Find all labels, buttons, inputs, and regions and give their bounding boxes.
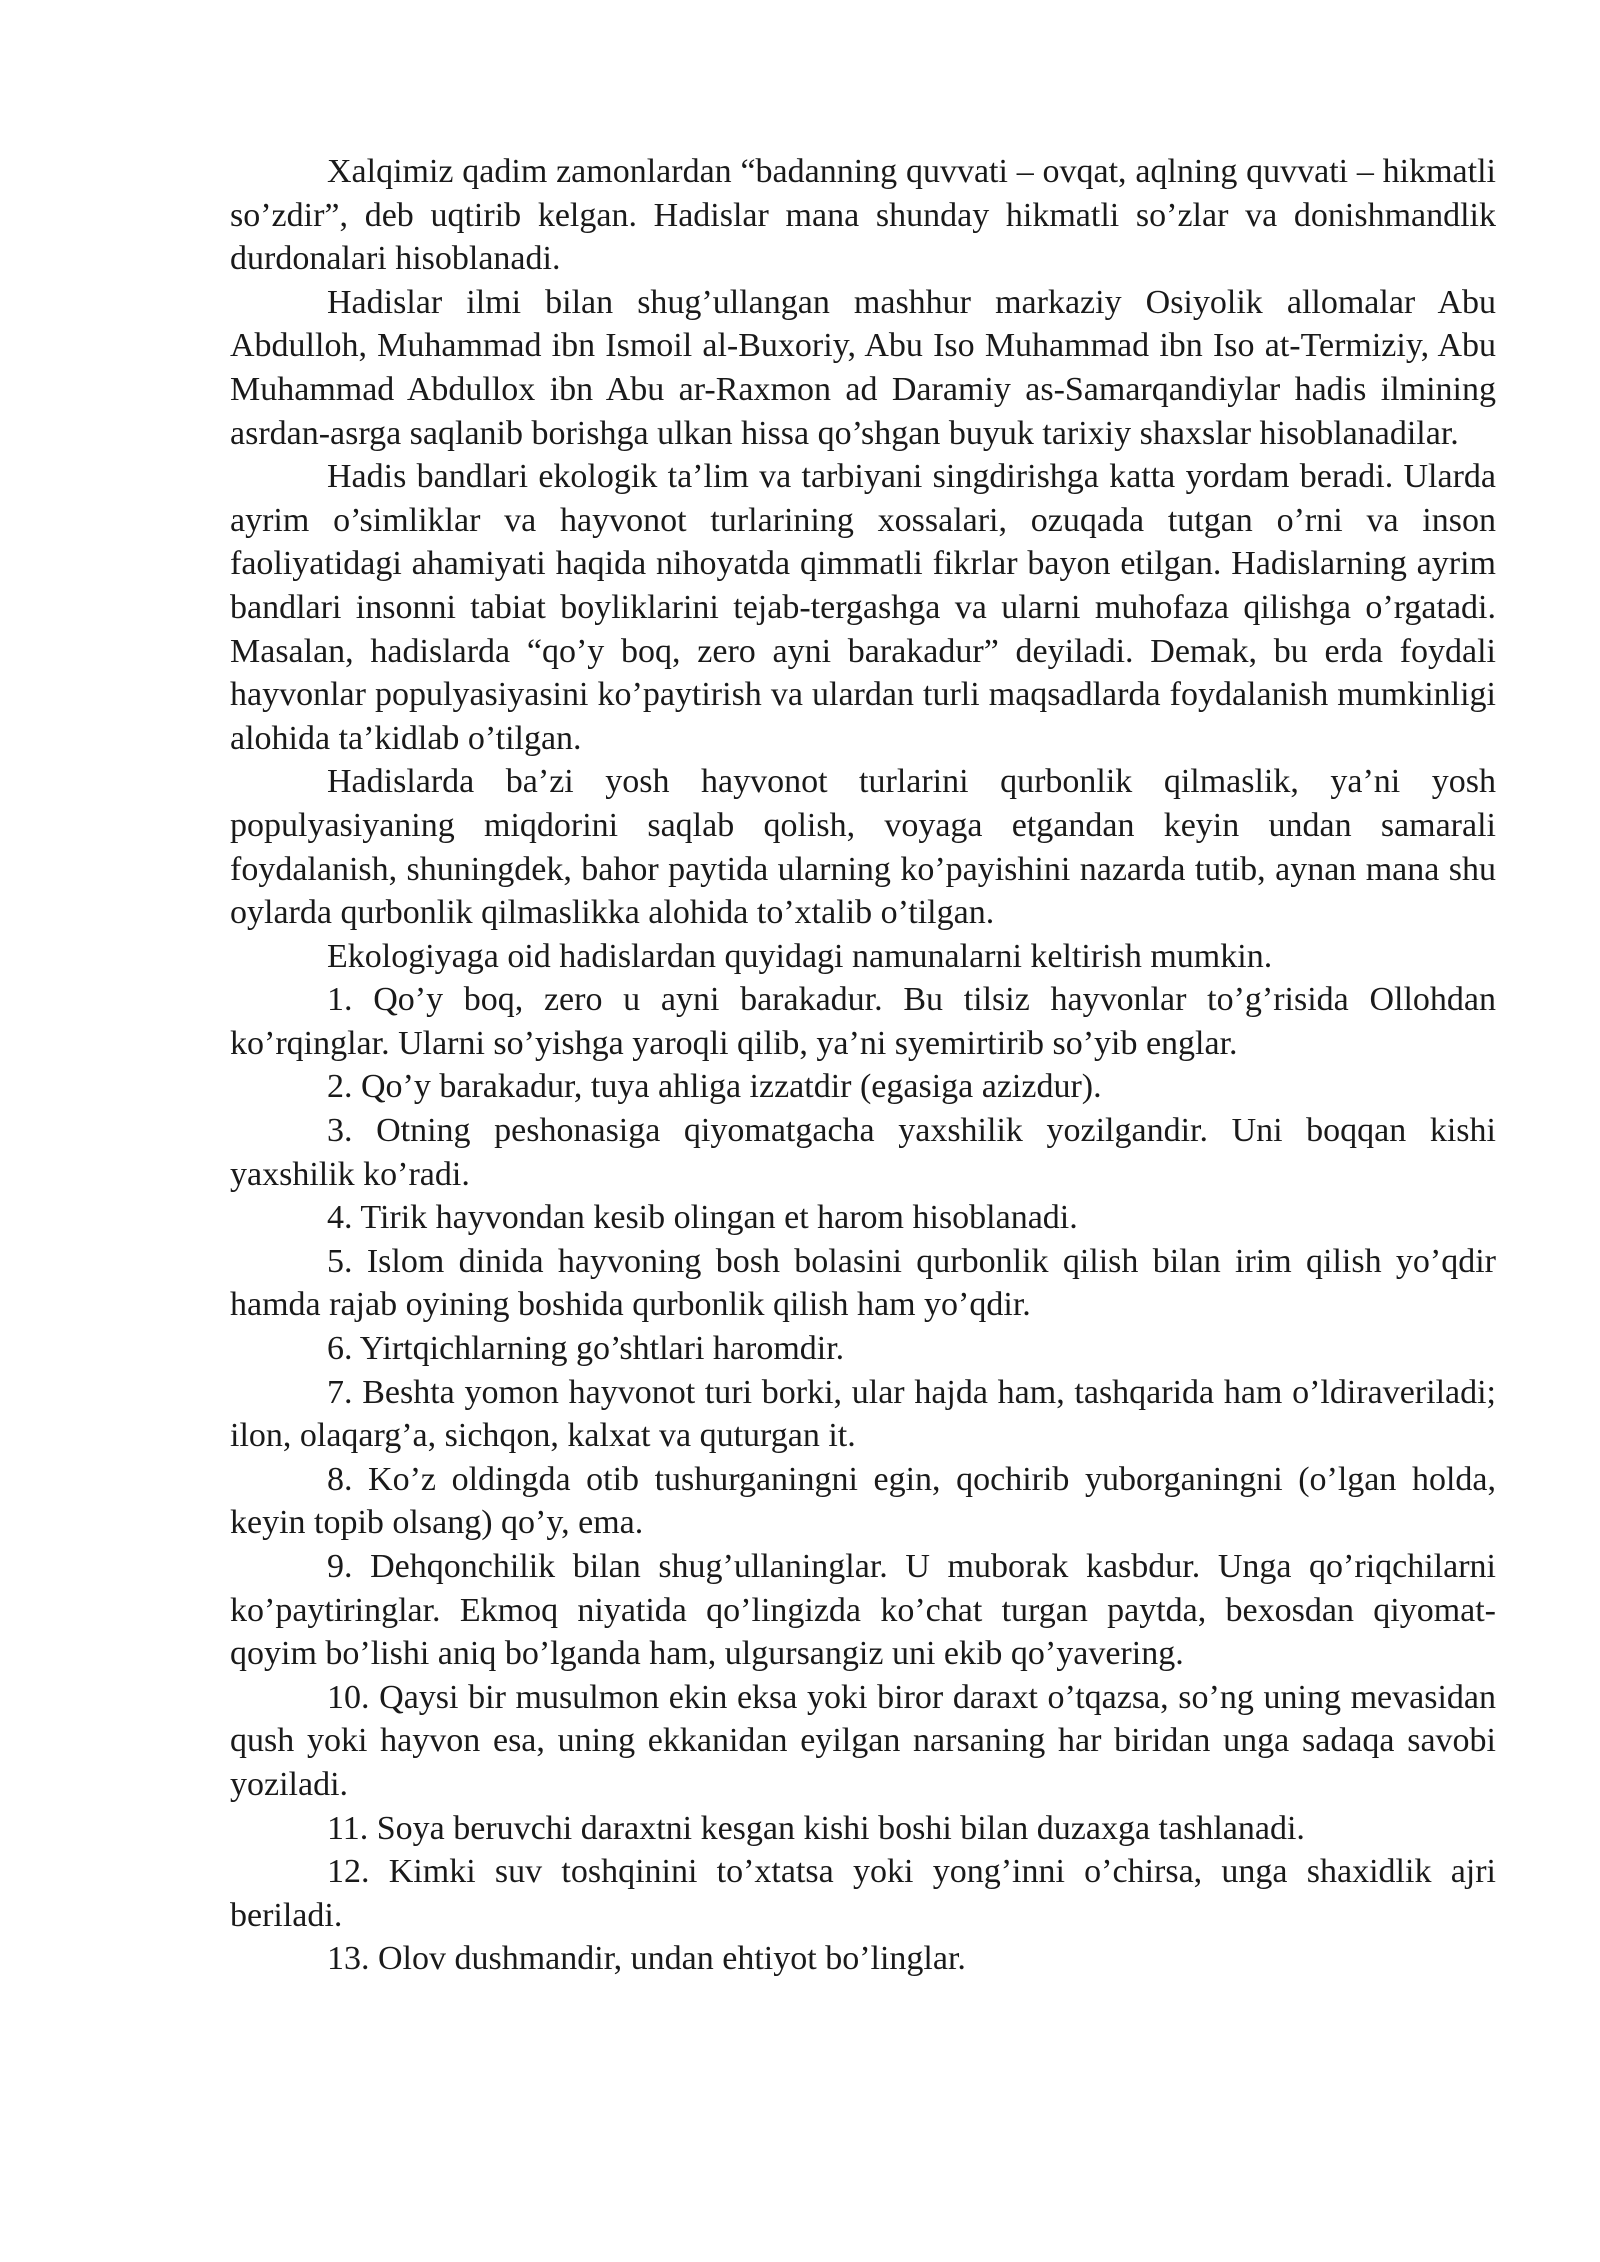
hadith-item-5: 5. Islom dinida hayvoning bosh bolasini qurbonlik qilish bilan irim qilish yo’qdir hamda rajab oyining boshida qurbonlik qilish ham yo’qdir. <box>230 1242 1496 1324</box>
hadith-item-8: 8. Ko’z oldingda otib tushurganingni egin, qochirib yuborganingni (o’lgan holda, keyin topib olsang) qo’y, ema. <box>230 1460 1496 1542</box>
hadith-item-3: 3. Otning peshonasiga qiyomatgacha yaxshilik yozilgandir. Uni boqqan kishi yaxshilik ko’radi. <box>230 1112 1496 1193</box>
document-page <box>230 150 1496 1981</box>
hadith-item-4: 4. Tirik hayvondan kesib olingan et harom hisoblanadi. <box>327 1199 1078 1237</box>
paragraph-intro: Xalqimiz qadim zamonlardan “badanning quvvati – ovqat, aqlning quvvati – hikmatli so’zdir”, deb uqtirib kelgan. Hadislar mana shunday hikmatli so’zlar va donishmandlik durdonalari hisoblanadi. <box>230 153 1496 278</box>
hadith-item-2: 2. Qo’y barakadur, tuya ahliga izzatdir (egasiga azizdur). <box>327 1068 1102 1106</box>
hadith-item-9: 9. Dehqonchilik bilan shug’ullaninglar. U muborak kasbdur. Unga qo’riqchilarni ko’paytiringlar. Ekmoq niyatida qo’lingizda ko’chat turgan paytda, bexosdan qiyomat-qoyim bo’lishi aniq bo’lganda ham, ulgursangiz uni ekib qo’yavering. <box>230 1548 1496 1673</box>
paragraph-young-animals: Hadislarda ba’zi yosh hayvonot turlarini qurbonlik qilmaslik, ya’ni yosh populyasiyaning miqdorini saqlab qolish, voyaga etgandan keyin undan samarali foydalanish, shuningdek, bahor paytida ularning ko’payishini nazarda tutib, aynan mana shu oylarda qurbonlik qilmaslikka alohida to’xtalib o’tilgan. <box>230 763 1496 932</box>
hadith-item-12: 12. Kimki suv toshqinini to’xtatsa yoki yong’inni o’chirsa, unga shaxidlik ajri beriladi. <box>230 1853 1496 1934</box>
hadith-item-1: 1. Qo’y boq, zero u ayni barakadur. Bu tilsiz hayvonlar to’g’risida Ollohdan ko’rqinglar. Ularni so’yishga yaroqli qilib, ya’ni syemirtirib so’yib englar. <box>230 981 1496 1062</box>
hadith-item-11: 11. Soya beruvchi daraxtni kesgan kishi boshi bilan duzaxga tashlanadi. <box>327 1809 1305 1847</box>
hadith-item-6: 6. Yirtqichlarning go’shtlari haromdir. <box>327 1330 845 1368</box>
paragraph-examples-intro: Ekologiyaga oid hadislardan quyidagi namunalarni keltirish mumkin. <box>327 937 1273 975</box>
paragraph-scholars: Hadislar ilmi bilan shug’ullangan mashhur markaziy Osiyolik allomalar Abu Abdulloh, Muhammad ibn Ismoil al-Buxoriy, Abu Iso Muhammad ibn Iso at-Termiziy, Abu Muhammad Abdullox ibn Abu ar-Raxmon ad Daramiy as-Samarqandiylar hadis ilmining asrdan-asrga saqlanib borishga ulkan hissa qo’shgan buyuk tarixiy shaxslar hisoblanadilar. <box>230 283 1496 452</box>
hadith-item-13: 13. Olov dushmandir, undan ehtiyot bo’linglar. <box>327 1940 966 1978</box>
hadith-item-10: 10. Qaysi bir musulmon ekin eksa yoki biror daraxt o’tqazsa, so’ng uning mevasidan qush yoki hayvon esa, uning ekkanidan eyilgan narsaning har biridan unga sadaqa savobi yoziladi. <box>230 1678 1496 1803</box>
paragraph-ecological-education: Hadis bandlari ekologik ta’lim va tarbiyani singdirishga katta yordam beradi. Ularda ayrim o’simliklar va hayvonot turlarining xossalari, ozuqada tutgan o’rni va inson faoliyatidagi ahamiyati haqida nihoyatda qimmatli fikrlar bayon etilgan. Hadislarning ayrim bandlari insonni tabiat boyliklarini tejab-tergashga va ularni muhofaza qilishga o’rgatadi. Masalan, hadislarda “qo’y boq, zero ayni barakadur” deyiladi. Demak, bu erda foydali hayvonlar populyasiyasini ko’paytirish va ulardan turli maqsadlarda foydalanish mumkinligi alohida ta’kidlab o’tilgan. <box>230 458 1496 757</box>
hadith-item-7: 7. Beshta yomon hayvonot turi borki, ular hajda ham, tashqarida ham o’ldiraveriladi; ilon, olaqarg’a, sichqon, kalxat va quturgan it. <box>230 1373 1496 1455</box>
